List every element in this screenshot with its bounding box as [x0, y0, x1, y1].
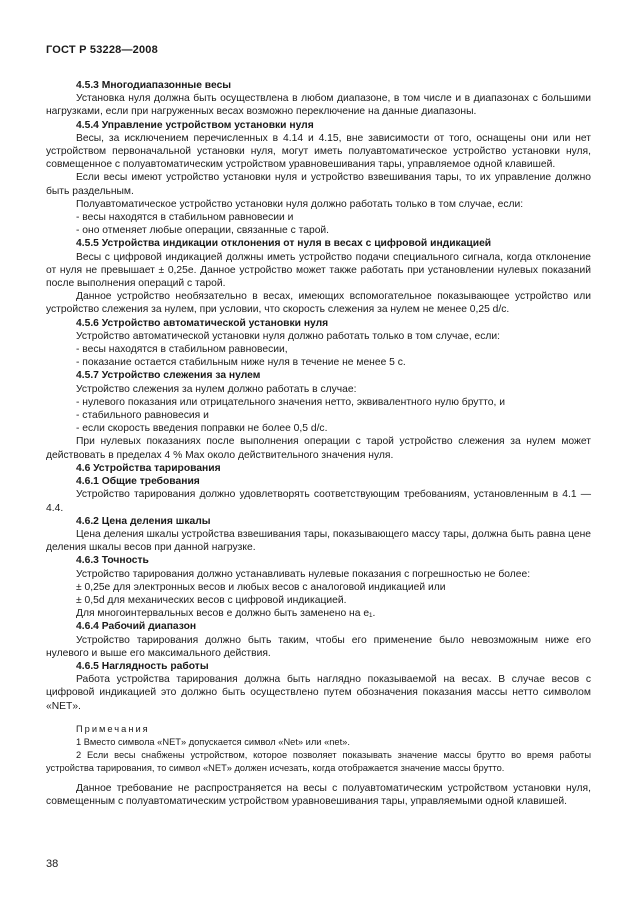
- paragraph: Устройство слежения за нулем должно работать в случае:: [76, 383, 357, 395]
- page-number: 38: [46, 858, 59, 870]
- section-heading: 4.5.3 Многодиапазонные весы: [76, 80, 232, 91]
- note-item: 1 Вместо символа «NET» допускается символ «Net» или «net».: [76, 736, 350, 747]
- section-heading: 4.5.5 Устройства индикации отклонения от нуля в весах с цифровой индикацией: [76, 238, 492, 250]
- paragraph: Устройство тарирования должно устанавливать нулевые показания с погрешностью не более:: [76, 568, 531, 580]
- section-heading: 4.6.2 Цена деления шкалы: [76, 515, 211, 527]
- paragraph: - если скорость введения поправки не более 0,5 d/c.: [76, 423, 328, 435]
- paragraph: Если весы имеют устройство установки нуля и устройство взвешивания тары, то их управление должно быть раздельным.: [46, 172, 591, 197]
- notes-title: Примечания: [76, 723, 150, 734]
- paragraph: - весы находятся в стабильном равновесии,: [76, 344, 288, 356]
- paragraph: Устройство тарирования должно быть таким, чтобы его применение было невозможным ниже его нулевого и выше его максимального действия.: [46, 634, 591, 659]
- paragraph: - показание остается стабильным ниже нуля в течение не менее 5 с.: [76, 357, 406, 369]
- paragraph: - нулевого показания или отрицательного значения нетто, эквивалентного нулю брутто, и: [76, 396, 505, 408]
- paragraph: Весы, за исключением перечисленных в 4.14 и 4.15, вне зависимости от того, оснащены они или нет устройством первоначальной установки нуля, могут иметь полуавтоматическое устройство установки нуля, совмещенное с полуавтоматическим устройством уравновешивания тары, управляемое одной клавишей.: [46, 132, 591, 171]
- main-text: [46, 79, 591, 713]
- paragraph: Установка нуля должна быть осуществлена в любом диапазоне, в том числе и в диапазонах с большими нагрузками, если при нагруженных весах возможно переключение на данные диапазоны.: [46, 93, 591, 118]
- paragraph: Весы с цифровой индикацией должны иметь устройство подачи специального сигнала, когда отклонение от нуля не превышает ± 0,25e. Данное устройство может также работать при установлении нулевых показаний после выполнения операций с тарой.: [46, 251, 591, 290]
- paragraph: ± 0,25e для электронных весов и любых весов с аналоговой индикацией или: [76, 581, 446, 593]
- paragraph: Для многоинтервальных весов e должно быть заменено на e₁.: [76, 608, 376, 620]
- document-body: [46, 79, 591, 808]
- paragraph: Устройство тарирования должно удовлетворять соответствующим требованиям, установленным в 4.1 — 4.4.: [46, 489, 591, 514]
- paragraph: Данное устройство необязательно в весах, имеющих вспомогательное показывающее устройство или устройство слежения за нулем, при условии, что скорость слежения за нулем не менее 0,25 d/c.: [46, 291, 591, 316]
- paragraph: - весы находятся в стабильном равновесии и: [76, 212, 294, 224]
- section-heading: 4.6.5 Наглядность работы: [76, 660, 209, 672]
- document-header: ГОСТ Р 53228—2008: [46, 44, 158, 56]
- paragraph: Работа устройства тарирования должна быть наглядно показываемой на весах. В случае весов с цифровой индикацией это должно быть осуществлено путем обозначения показания массы нетто символом «NET».: [46, 674, 591, 712]
- paragraph: - стабильного равновесия и: [76, 410, 209, 422]
- paragraph: Цена деления шкалы устройства взвешивания тары, показывающего массу тары, должна быть равна цене деления шкалы весов при данной нагрузке.: [46, 528, 591, 554]
- paragraph: Устройство автоматической установки нуля должно работать только в том случае, если:: [76, 330, 501, 342]
- section-heading: 4.6.3 Точность: [76, 555, 149, 567]
- section-heading: 4.6.4 Рабочий диапазон: [76, 621, 197, 633]
- paragraph: При нулевых показаниях после выполнения операции с тарой устройство слежения за нулем может действовать в пределах 4 % Max около действительного значения нуля.: [46, 436, 591, 461]
- note-item: 2 Если весы снабжены устройством, которое позволяет показывать значение массы брутто во время работы устройства тарирования, то символ «NET» должен исчезать, когда отображается значение массы брутто.: [46, 750, 591, 774]
- section-heading: 4.5.6 Устройство автоматической установки нуля: [76, 317, 329, 329]
- paragraph: ± 0,5d для механических весов с цифровой индикацией.: [76, 594, 347, 606]
- section-heading: 4.5.7 Устройство слежения за нулем: [76, 370, 261, 382]
- section-heading: 4.6 Устройства тарирования: [76, 462, 221, 474]
- closing-paragraph: Данное требование не распространяется на весы с полуавтоматическим устройством установки нуля, совмещенным с полуавтоматическим устройством уравновешивания тары, управляемыми одной клавишей.: [46, 782, 591, 807]
- section-heading: 4.5.4 Управление устройством установки нуля: [76, 119, 314, 131]
- paragraph: Полуавтоматическое устройство установки нуля должно работать только в том случае, если:: [76, 198, 524, 210]
- section-heading: 4.6.1 Общие требования: [76, 476, 200, 488]
- paragraph: - оно отменяет любые операции, связанные с тарой.: [76, 225, 330, 237]
